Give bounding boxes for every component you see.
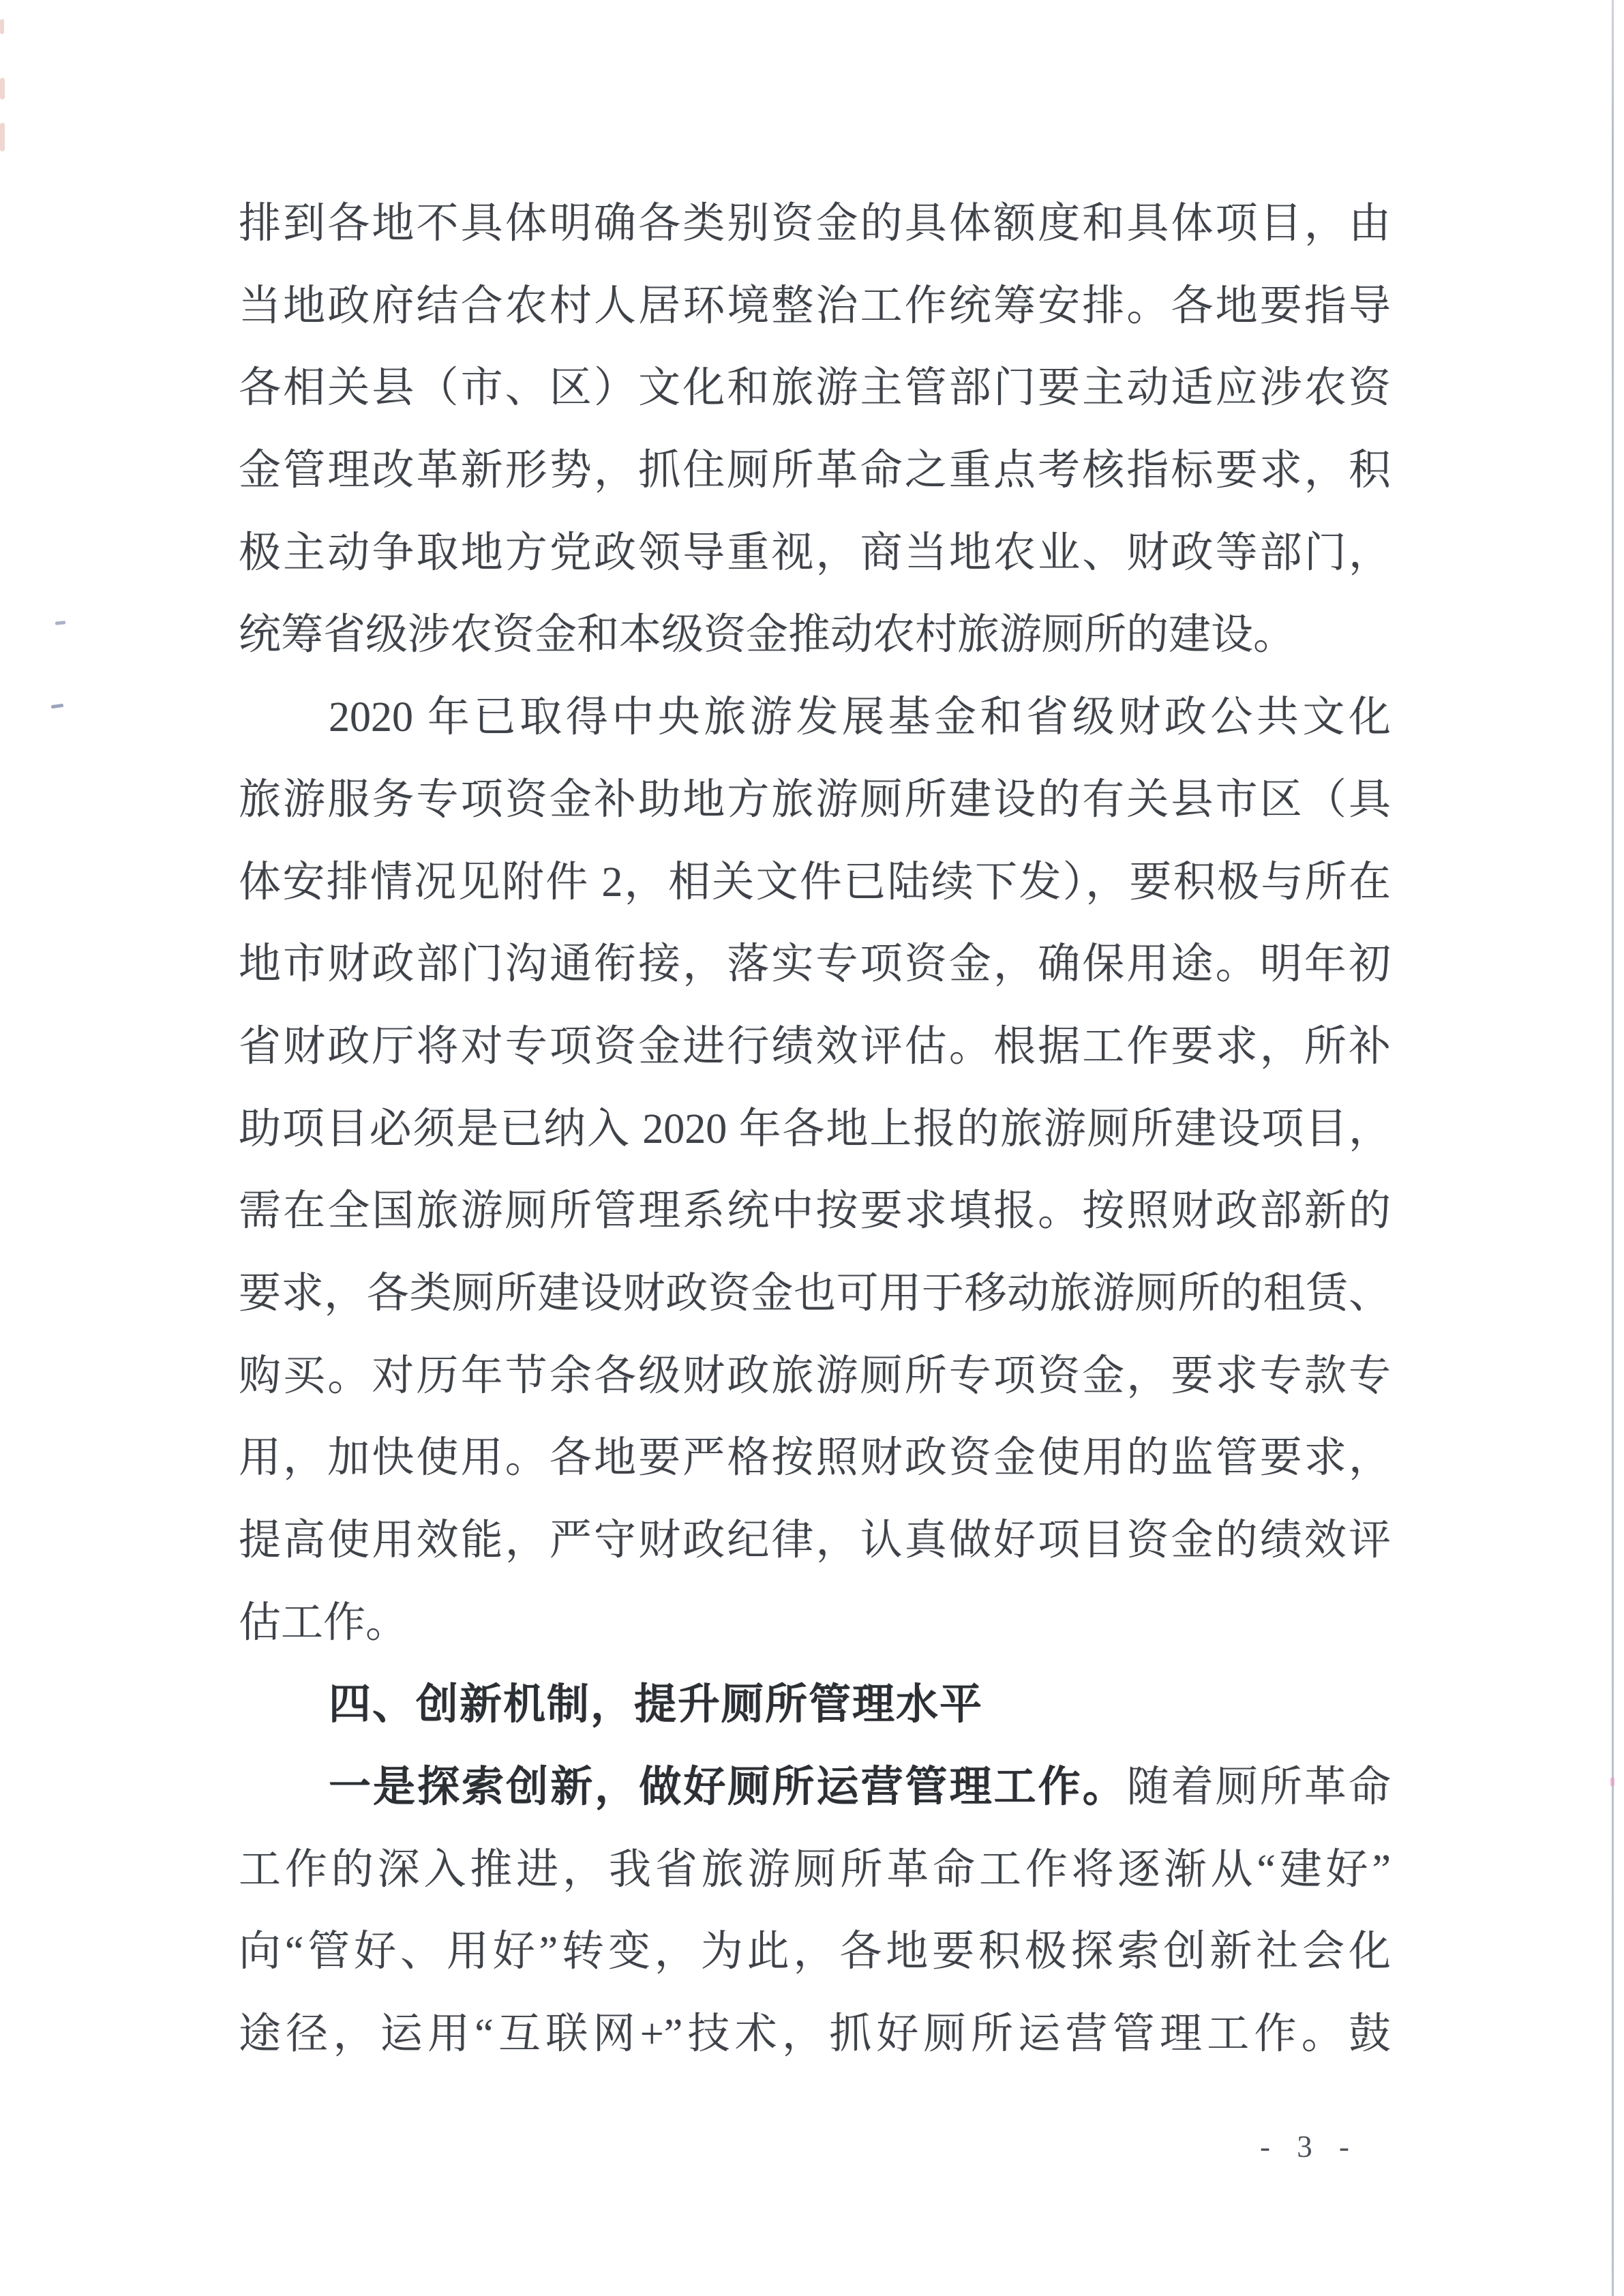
text-line: 途径，运用“互联网+”技术，抓好厕所运营管理工作。鼓 xyxy=(239,2011,1391,2058)
section-heading: 四、创新机制，提升厕所管理水平 xyxy=(329,1681,984,1729)
text-line: 排到各地不具体明确各类别资金的具体额度和具体项目，由 xyxy=(239,200,1391,247)
text-line: 工作的深入推进，我省旅游厕所革命工作将逐渐从“建好” xyxy=(239,1846,1391,1893)
emphasis-lead-text: 一是探索创新，做好厕所运营管理工作。 xyxy=(329,1763,1127,1811)
text-line: 各相关县（市、区）文化和旅游主管部门要主动适应涉农资 xyxy=(239,365,1391,412)
document-body xyxy=(239,183,1391,2076)
text-line: 2020 年已取得中央旅游发展基金和省级财政公共文化 xyxy=(329,694,1391,741)
text-line xyxy=(239,1746,1391,1829)
text-line: 用，加快使用。各地要严格按照财政资金使用的监管要求， xyxy=(239,1435,1391,1482)
text-line: 估工作。 xyxy=(239,1599,408,1646)
margin-mark-artifact xyxy=(55,621,65,625)
text-line: 需在全国旅游厕所管理系统中按要求填报。按照财政部新的 xyxy=(239,1188,1391,1235)
edge-smudge-artifact xyxy=(0,19,4,34)
text-line: 极主动争取地方党政领导重视，商当地农业、财政等部门， xyxy=(239,529,1391,576)
text-line: 体安排情况见附件 2，相关文件已陆续下发），要积极与所在 xyxy=(239,859,1391,906)
text-line: 购买。对历年节余各级财政旅游厕所专项资金，要求专款专 xyxy=(239,1352,1391,1399)
page-number: - 3 - xyxy=(1260,2130,1359,2164)
text-line: 当地政府结合农村人居环境整治工作统筹安排。各地要指导 xyxy=(239,282,1391,329)
text-line: 统筹省级涉农资金和本级资金推动农村旅游厕所的建设。 xyxy=(239,612,1296,659)
text-line: 向“管好、用好”转变，为此，各地要积极探索创新社会化 xyxy=(239,1928,1391,1976)
text-line: 要求，各类厕所建设财政资金也可用于移动旅游厕所的租赁、 xyxy=(239,1270,1391,1317)
text-line: 旅游服务专项资金补助地方旅游厕所建设的有关县市区（具 xyxy=(239,776,1391,823)
margin-mark-artifact xyxy=(51,704,64,709)
text-line: 地市财政部门沟通衔接，落实专项资金，确保用途。明年初 xyxy=(239,941,1391,988)
scan-edge-line-artifact xyxy=(1612,0,1614,2296)
text-line: 助项目必须是已纳入 2020 年各地上报的旅游厕所建设项目， xyxy=(239,1105,1391,1152)
edge-smudge-artifact xyxy=(0,123,5,151)
edge-smudge-artifact xyxy=(0,78,5,100)
text-line: 提高使用效能，严守财政纪律，认真做好项目资金的绩效评 xyxy=(239,1517,1391,1564)
text-line: 金管理改革新形势，抓住厕所革命之重点考核指标要求，积 xyxy=(239,447,1391,494)
scan-dot-artifact xyxy=(1610,1777,1614,1787)
text-line: 省财政厅将对专项资金进行绩效评估。根据工作要求，所补 xyxy=(239,1023,1391,1070)
text-segment: 随着厕所革命 xyxy=(1126,1764,1391,1811)
